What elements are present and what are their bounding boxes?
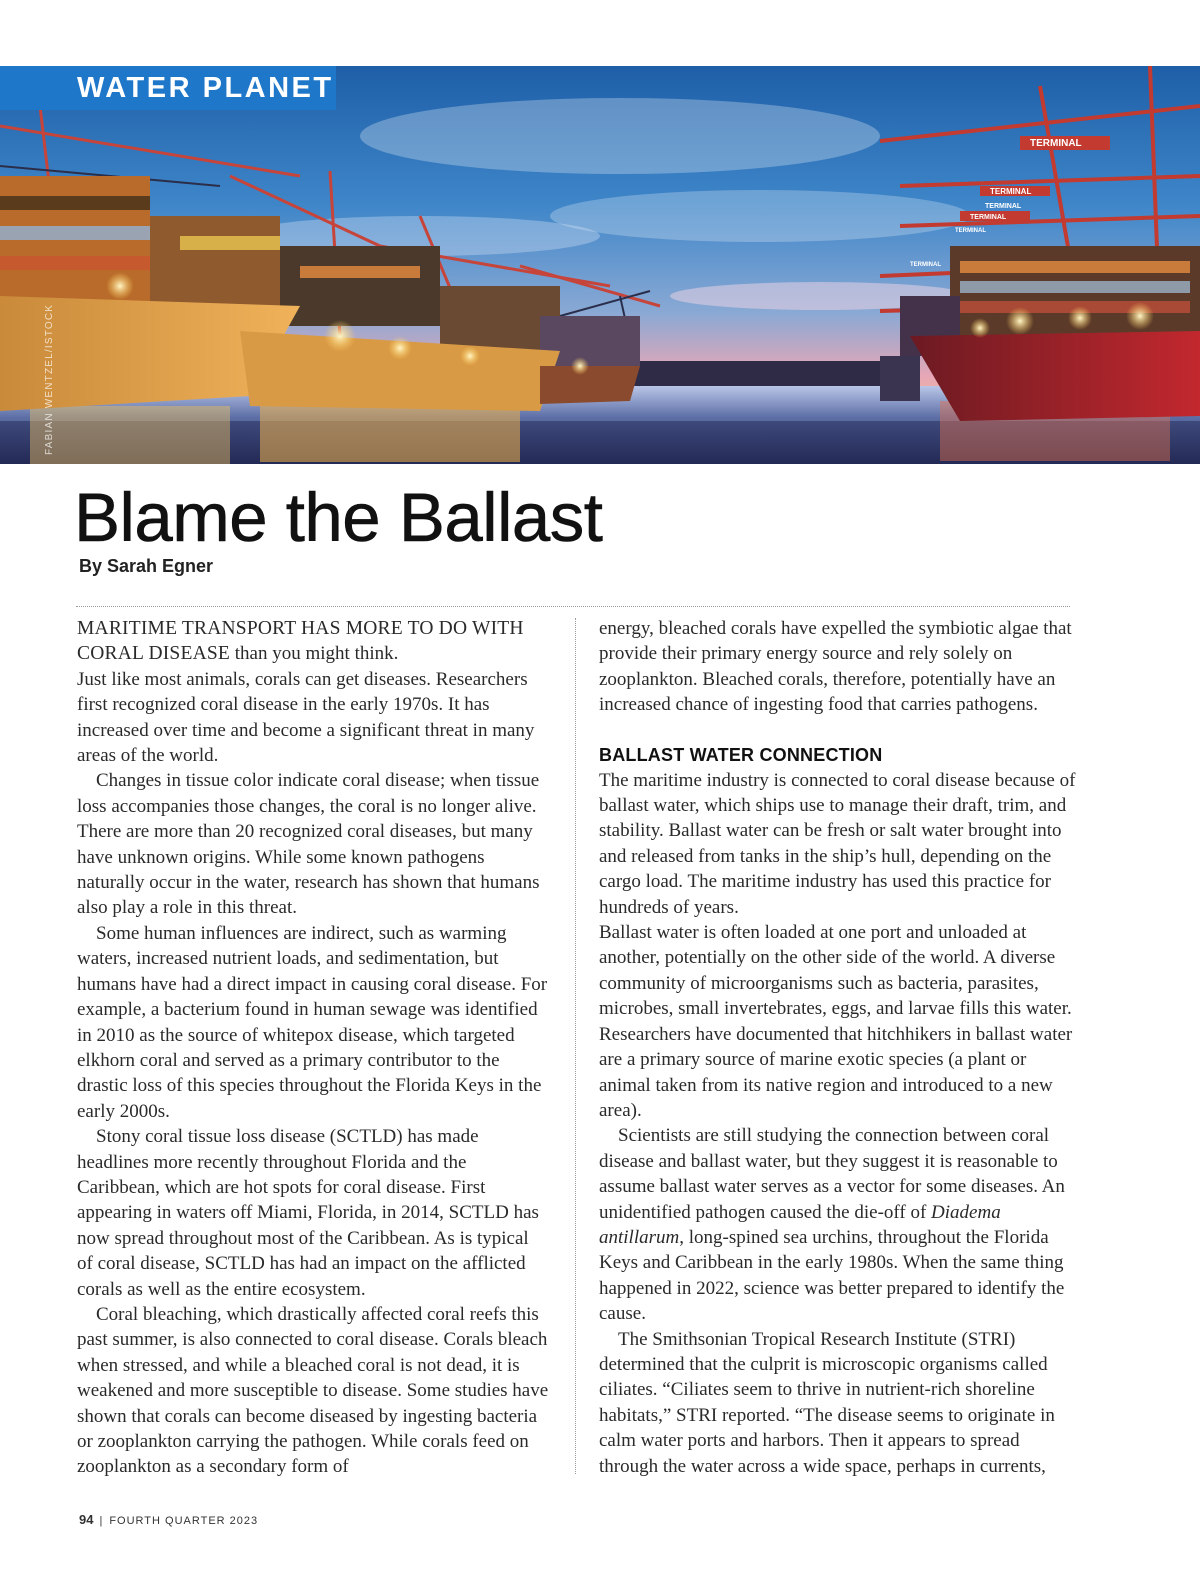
section-tag: WATER PLANET — [0, 66, 336, 110]
text-run: , long-spined sea urchins, throughout the Florida Keys and Caribbean in the early 1980s. When the same thing happened in 2022, science was better prepared to identify the cause. — [599, 1226, 1065, 1325]
body-paragraph: Coral bleaching, which drastically affected coral reefs this past summer, is also connected to coral disease. Corals bleach when stressed, and while a bleached coral is not dead, it is weakened and more susceptible to disease. Some studies have shown that corals can become diseased by ingesting bacteria or zooplankton carrying the pathogen. While corals feed on zooplankton as a secondary form of — [77, 1303, 549, 1478]
lead-in-rest: than you might think. — [230, 643, 399, 665]
body-paragraph: The maritime industry is connected to coral disease because of ballast water, which ships use to manage their draft, trim, and stability. Ballast water can be fresh or salt water brought into and released from tanks in the ship’s hull, depending on the cargo load. The maritime industry has used this practice for hundreds of years. — [599, 769, 1076, 918]
species-name: Diadema antillarum — [599, 1201, 1001, 1248]
body-paragraph: Just like most animals, corals can get diseases. Researchers first recognized coral disease in the early 1970s. It has increased over time and become a significant threat in many areas of the world. — [77, 668, 535, 767]
body-paragraph: Changes in tissue color indicate coral disease; when tissue loss accompanies those changes, the coral is no longer alive. There are more than 20 recognized coral diseases, but many have unknown origins. While some known pathogens naturally occur in the water, research has shown that humans also play a role in this threat. — [77, 770, 540, 919]
text-run: Scientists are still studying the connection between coral disease and ballast water, but they suggest it is reasonable to assume ballast water serves as a vector for some diseases. An unidentified pathogen caused the die-off of — [599, 1125, 1065, 1223]
terminal-sign: TERMINAL — [910, 262, 941, 268]
issue-label: FOURTH QUARTER 2023 — [109, 1515, 259, 1527]
section-subhead: BALLAST WATER CONNECTION — [599, 744, 883, 765]
body-paragraph — [599, 1123, 1077, 1326]
body-paragraph: Stony coral tissue loss disease (SCTLD) has made headlines more recently throughout Florida and the Caribbean, which are hot spots for coral disease. First appearing in waters off Miami, Florida, in 2014, SCTLD has now spread throughout most of the Caribbean. As is typical of coral disease, SCTLD has had an impact on the afflicted corals as well as the entire ecosystem. — [77, 1126, 539, 1300]
terminal-sign: TERMINAL — [1030, 138, 1082, 149]
footer-separator: | — [99, 1515, 104, 1527]
article-headline: Blame the Ballast — [74, 479, 603, 556]
article-column-right — [599, 616, 1077, 1479]
byline: By Sarah Egner — [79, 556, 214, 576]
article-column-left — [77, 616, 549, 1480]
body-paragraph: The Smithsonian Tropical Research Institute (STRI) determined that the culprit is microscopic organisms called ciliates. “Ciliates seem to thrive in nutrient-rich shoreline habitats,” STRI reported. “The disease seems to originate in calm water ports and harbors. Then it appears to spread through the water across a wide space, perhaps in currents, — [599, 1328, 1055, 1477]
page-footer — [79, 1512, 258, 1527]
body-paragraph: Ballast water is often loaded at one port and unloaded at another, potentially on the other side of the world. A diverse community of microorganisms such as bacteria, parasites, microbes, small invertebrates, eggs, and larvae fills this water. Researchers have documented that hitchhikers in ballast water are a primary source of marine exotic species (a plant or animal taken from its native region and introduced to a new area). — [599, 922, 1073, 1121]
body-paragraph: Some human influences are indirect, such as warming waters, increased nutrient loads, and sedimentation, but humans have had a direct impact in causing coral disease. For example, a bacterium found in human sewage was identified in 2010 as the source of whitepox disease, which targeted elkhorn coral and served as a primary contributor to the drastic loss of this species throughout the Florida Keys in the early 2000s. — [77, 922, 548, 1122]
terminal-sign: TERMINAL — [970, 214, 1007, 221]
photo-credit: FABIAN WENTZEL/ISTOCK — [44, 303, 55, 455]
lead-paragraph — [77, 616, 549, 667]
terminal-sign: TERMINAL — [990, 187, 1032, 196]
page-number: 94 — [79, 1512, 94, 1527]
port-scene-illustration — [0, 66, 1200, 464]
lead-in-caps: MARITIME TRANSPORT HAS MORE TO DO WITH CORAL DISEASE — [77, 618, 524, 665]
hero-photo — [0, 66, 1200, 464]
body-paragraph: energy, bleached corals have expelled the symbiotic algae that provide their primary energy source and rely solely on zooplankton. Bleached corals, therefore, potentially have an increased chance of ingesting food that carries pathogens. — [599, 618, 1072, 716]
terminal-sign: TERMINAL — [955, 228, 986, 234]
terminal-sign: TERMINAL — [985, 203, 1022, 210]
column-divider — [575, 618, 576, 1474]
divider-rule — [76, 606, 1070, 607]
